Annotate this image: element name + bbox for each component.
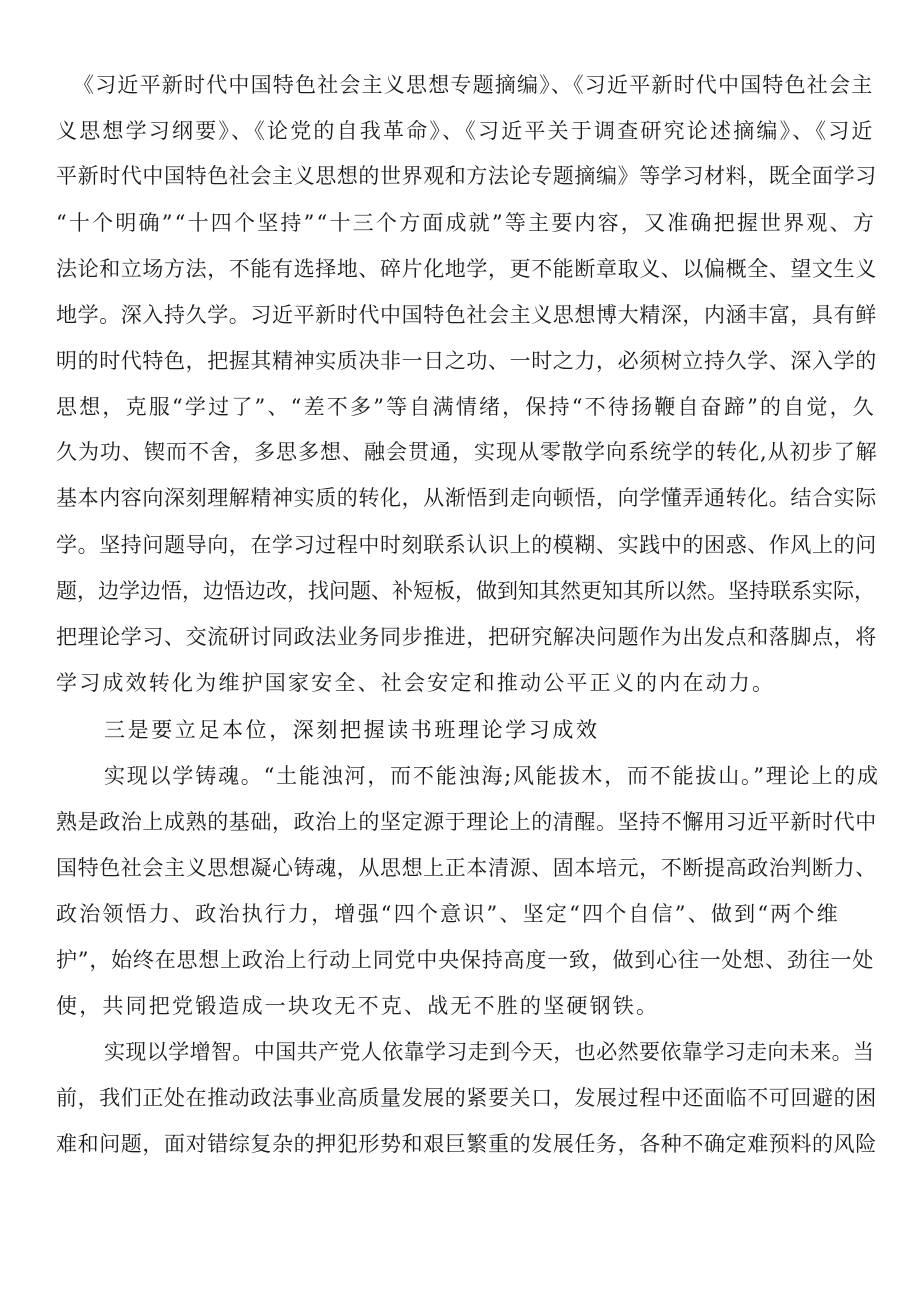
section-heading: 三是要立足本位，深刻把握读书班理论学习成效 (104, 718, 600, 742)
text-line: 实现以学铸魂。“土能浊河，而不能浊海;风能拔木，而不能拔山。”理论上的成 (104, 764, 880, 788)
text-line: 基本内容向深刻理解精神实质的转化，从渐悟到走向顿悟，向学懂弄通转化。结合实际 (56, 486, 877, 510)
text-line: 义思想学习纲要》、《论党的自我革命》、《习近平关于调查研究论述摘编》、《习近 (56, 119, 875, 143)
text-line: 《习近平新时代中国特色社会主义思想专题摘编》、《习近平新时代中国特色社会主 (73, 73, 874, 97)
text-line: 护”，始终在思想上政治上行动上同党中央保持高度一致，做到心往一处想、劲往一处 (56, 948, 875, 972)
text-line: “十个明确”“十四个坚持”“十三个方面成就”等主要内容，又准确把握世界观、方 (56, 211, 877, 235)
text-line: 国特色社会主义思想凝心铸魂，从思想上正本清源、固本培元，不断提高政治判断力、 (56, 856, 877, 880)
text-line: 法论和立场方法，不能有选择地、碎片化地学，更不能断章取义、以偏概全、望文生义 (56, 257, 877, 281)
text-line: 难和问题，面对错综复杂的押犯形势和艰巨繁重的发展任务，各种不确定难预料的风险 (56, 1132, 877, 1156)
text-line: 学。坚持问题导向，在学习过程中时刻联系认识上的模糊、实践中的困惑、作风上的问 (56, 533, 877, 557)
text-line: 地学。深入持久学。习近平新时代中国特色社会主义思想博大精深，内涵丰富，具有鲜 (56, 303, 877, 327)
text-line: 明的时代特色，把握其精神实质决非一日之功、一时之力，必须树立持久学、深入学的 (56, 349, 877, 373)
text-line: 实现以学增智。中国共产党人依靠学习走到今天，也必然要依靠学习走向未来。当 (104, 1040, 875, 1064)
text-line: 熟是政治上成熟的基础，政治上的坚定源于理论上的清醒。坚持不懈用习近平新时代中 (56, 810, 877, 834)
text-line: 政治领悟力、政治执行力，增强“四个意识”、坚定“四个自信”、做到“两个维 (56, 902, 840, 926)
text-line: 学习成效转化为维护国家安全、社会安定和推动公平正义的内在动力。 (56, 671, 776, 695)
text-line: 使，共同把党锻造成一块攻无不克、战无不胜的坚硬钢铁。 (56, 994, 660, 1018)
text-line: 题，边学边悟，边悟边改，找问题、补短板，做到知其然更知其所以然。坚持联系实际， (56, 579, 875, 603)
text-line: 平新时代中国特色社会主义思想的世界观和方法论专题摘编》等学习材料，既全面学习 (56, 164, 877, 188)
text-line: 把理论学习、交流研讨同政法业务同步推进，把研究解决问题作为出发点和落脚点，将 (56, 625, 877, 649)
text-line: 前，我们正处在推动政法事业高质量发展的紧要关口，发展过程中还面临不可回避的困 (56, 1086, 877, 1110)
text-line: 久为功、锲而不舍，多思多想、融会贯通，实现从零散学向系统学的转化,从初步了解 (56, 440, 878, 464)
text-line: 思想，克服“学过了”、“差不多”等自满情绪，保持“不待扬鞭自奋蹄”的自觉，久 (56, 395, 877, 419)
